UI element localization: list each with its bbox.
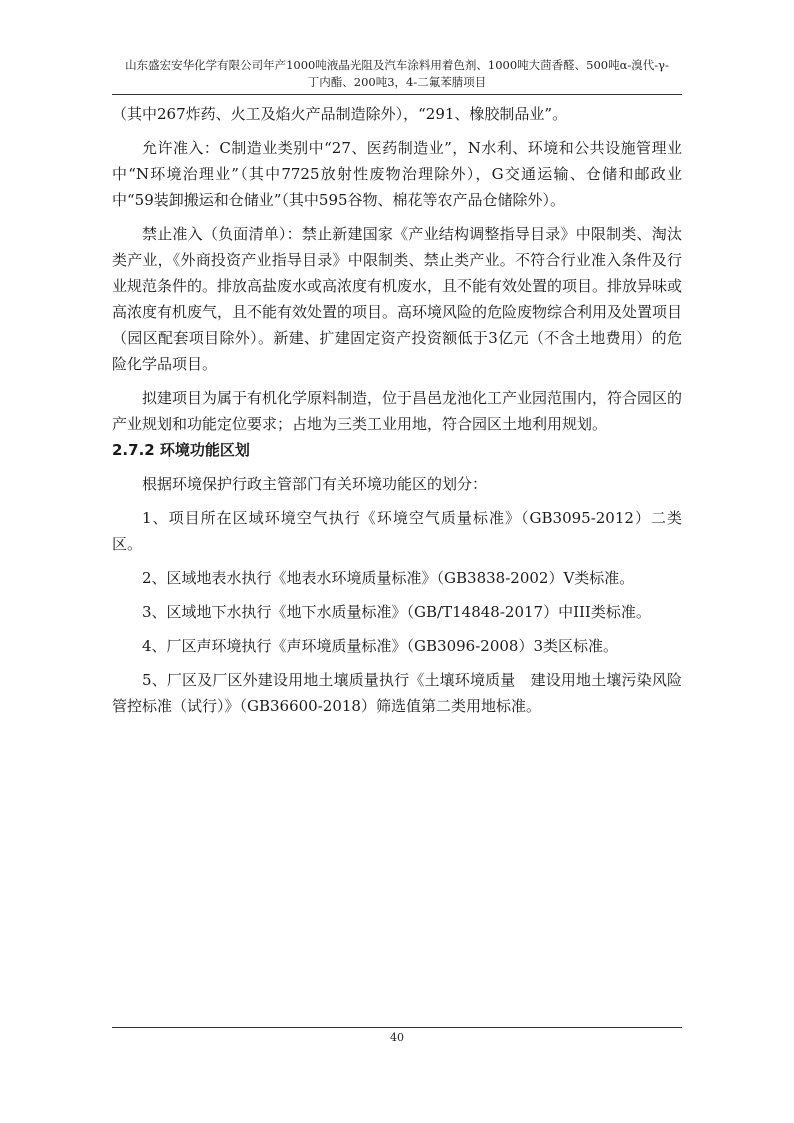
header-line-1: 山东盛宏安华化学有限公司年产1000吨液晶光阻及汽车涂料用着色剂、1000吨大茴香醛、500吨α-溴代-γ- xyxy=(125,58,669,72)
list-item: 3、区域地下水执行《地下水质量标准》（GB/T14848-2017）中III类标准。 xyxy=(142,603,651,621)
section-intro: 根据环境保护行政主管部门有关环境功能区的划分： xyxy=(142,475,488,493)
paragraph-prohibited-access: 禁止准入（负面清单）：禁止新建国家《产业结构调整指导目录》中限制类、淘汰类产业，《外商投资产业指导目录》中限制类、禁止类产业。不符合行业准入条件及行业规范条件的。排放高盐废水或高浓度有机废水，且不能有效处置的项目。排放异味或高浓度有机废气，且不能有效处置的项目。高环境风险的危险废物综合利用及处置项目（园区配套项目除外）。新建、扩建固定资产投资额低于3亿元（不含土地费用）的危险化学品项目。 xyxy=(112,225,683,373)
list-item: 2、区域地表水执行《地表水环境质量标准》（GB3838-2002）V类标准。 xyxy=(142,569,635,587)
header-divider xyxy=(112,94,682,95)
section-heading: 2.7.2 环境功能区划 xyxy=(112,441,250,459)
page-number: 40 xyxy=(390,1031,404,1044)
footer-divider xyxy=(112,1027,682,1028)
running-header xyxy=(112,57,682,91)
paragraph-continuation: （其中267炸药、火工及焰火产品制造除外），“291、橡胶制品业”。 xyxy=(112,105,568,123)
header-line-2: 丁内酯、200吨3，4-二氟苯腈项目 xyxy=(307,75,487,89)
paragraph-project-conformity: 拟建项目为属于有机化学原料制造，位于昌邑龙池化工产业园范围内，符合园区的产业规划和功能定位要求；占地为三类工业用地，符合园区土地利用规划。 xyxy=(112,389,683,433)
list-item: 5、厂区及厂区外建设用地土壤质量执行《土壤环境质量 建设用地土壤污染风险管控标准（试行）》（GB36600-2018）筛选值第二类用地标准。 xyxy=(112,671,682,715)
list-item: 1、项目所在区域环境空气执行《环境空气质量标准》（GB3095-2012）二类区。 xyxy=(112,509,682,553)
list-item: 4、厂区声环境执行《声环境质量标准》（GB3096-2008）3类区标准。 xyxy=(142,637,619,655)
paragraph-permitted-access: 允许准入：C制造业类别中“27、医药制造业”，N水利、环境和公共设施管理业中“N环境治理业”（其中7725放射性废物治理除外），G交通运输、仓储和邮政业中“59装卸搬运和仓储业”（其中595谷物、棉花等农产品仓储除外）。 xyxy=(112,139,682,209)
body-content xyxy=(112,101,682,719)
